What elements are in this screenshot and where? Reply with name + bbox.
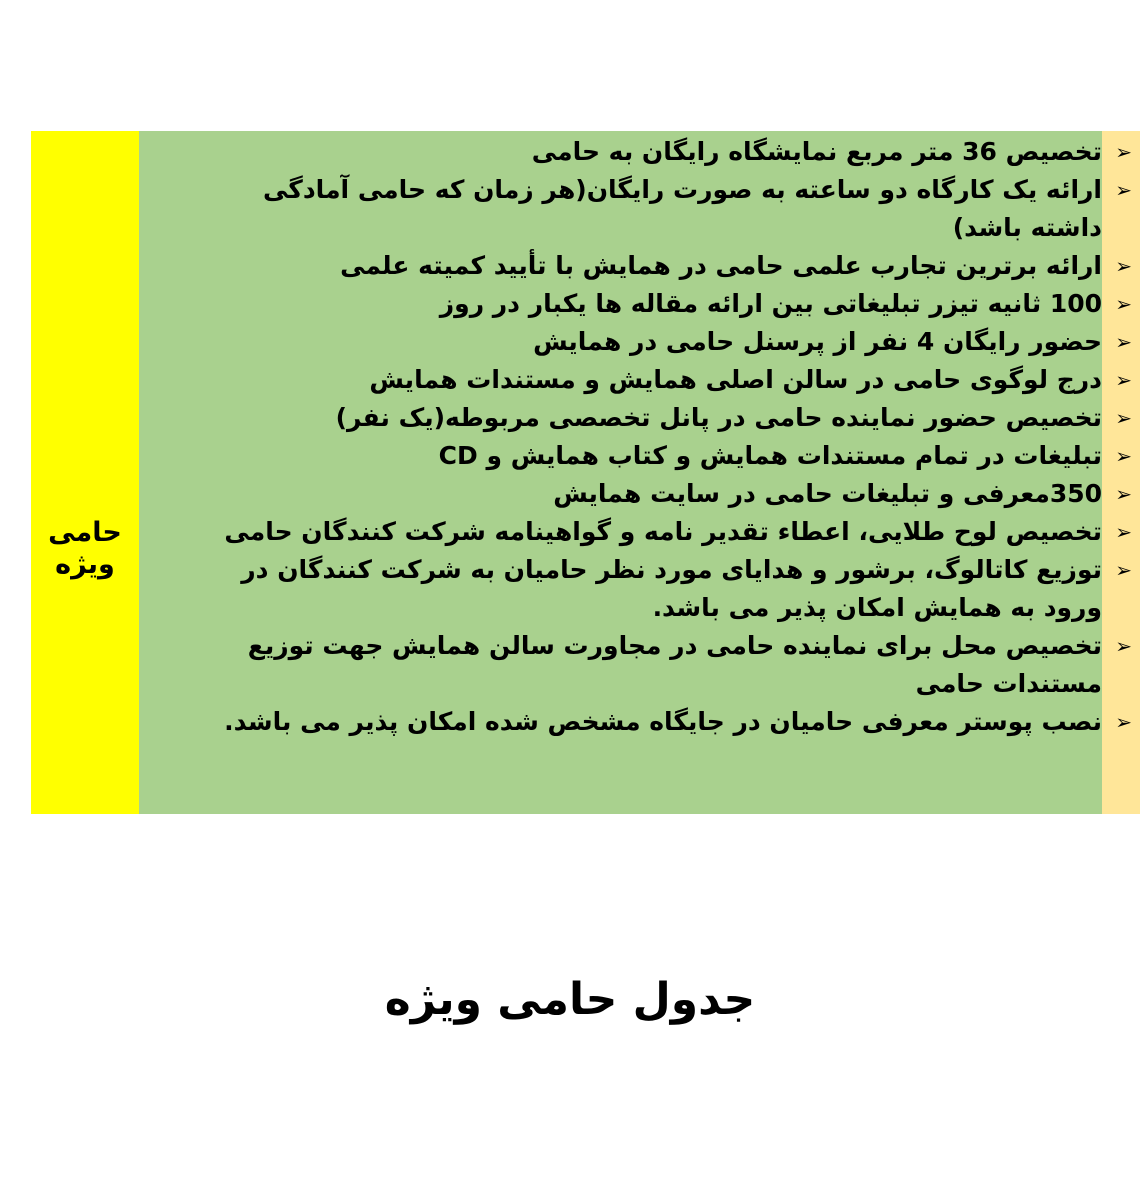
benefit-text: توزیع کاتالوگ، برشور و هدایای مورد نظر حامیان به شرکت کنندگان در ورود به همایش امکان پذیر می باشد. — [241, 555, 1102, 622]
arrow-bullet-icon: ➢ — [1115, 558, 1132, 582]
benefit-text: حضور رایگان 4 نفر از پرسنل حامی در همایش — [533, 327, 1102, 356]
benefit-text: تخصیص حضور نماینده حامی در پانل تخصصی مربوطه(یک نفر) — [335, 403, 1102, 432]
sponsor-table — [31, 131, 1140, 814]
benefit-item — [208, 361, 1138, 399]
arrow-bullet-icon: ➢ — [1115, 368, 1132, 392]
benefit-item — [208, 171, 1138, 247]
benefit-item — [208, 551, 1138, 627]
benefit-text: 100 ثانیه تیزر تبلیغاتی بین ارائه مقاله ها یکبار در روز — [439, 289, 1102, 318]
sponsor-label-line-1: حامی — [48, 517, 122, 548]
benefit-item — [208, 133, 1138, 171]
arrow-bullet-icon: ➢ — [1115, 444, 1132, 468]
benefit-item — [208, 285, 1138, 323]
benefit-item — [208, 399, 1138, 437]
benefit-item — [208, 513, 1138, 551]
benefit-text: تخصیص محل برای نماینده حامی در مجاورت سالن همایش جهت توزیع مستندات حامی — [247, 631, 1102, 698]
benefit-item — [208, 475, 1138, 513]
benefit-text: نصب پوستر معرفی حامیان در جایگاه مشخص شده امکان پذیر می باشد. — [224, 707, 1102, 736]
benefit-item — [208, 247, 1138, 285]
benefit-text: تخصیص 36 متر مربع نمایشگاه رایگان به حامی — [531, 137, 1102, 166]
benefit-text: تبلیغات در تمام مستندات همایش و کتاب همایش و CD — [438, 441, 1102, 470]
benefit-text: 350معرفی و تبلیغات حامی در سایت همایش — [553, 479, 1102, 508]
arrow-bullet-icon: ➢ — [1115, 140, 1132, 164]
arrow-bullet-icon: ➢ — [1115, 520, 1132, 544]
sponsor-label — [31, 517, 139, 581]
benefit-text: درج لوگوی حامی در سالن اصلی همایش و مستندات همایش — [369, 365, 1102, 394]
benefit-item — [208, 703, 1138, 741]
sponsor-label-line-2: ویژه — [55, 549, 115, 580]
benefit-text: ارائه یک کارگاه دو ساعته به صورت رایگان(هر زمان که حامی آمادگی داشته باشد) — [263, 175, 1102, 242]
arrow-bullet-icon: ➢ — [1115, 406, 1132, 430]
arrow-bullet-icon: ➢ — [1115, 178, 1132, 202]
sponsor-label-cell — [31, 131, 139, 814]
arrow-bullet-icon: ➢ — [1115, 330, 1132, 354]
benefit-item — [208, 627, 1138, 703]
benefits-list — [208, 133, 1138, 741]
arrow-bullet-icon: ➢ — [1115, 634, 1132, 658]
arrow-bullet-icon: ➢ — [1115, 710, 1132, 734]
benefit-text: ارائه برترین تجارب علمی حامی در همایش با تأیید کمیته علمی — [340, 251, 1102, 280]
page-title: جدول حامی ویژه — [384, 974, 756, 1025]
benefit-item — [208, 323, 1138, 361]
arrow-bullet-icon: ➢ — [1115, 482, 1132, 506]
arrow-bullet-icon: ➢ — [1115, 292, 1132, 316]
benefits-cell — [139, 131, 1132, 814]
arrow-bullet-icon: ➢ — [1115, 254, 1132, 278]
benefit-text: تخصیص لوح طلایی، اعطاء تقدیر نامه و گواهینامه شرکت کنندگان حامی — [224, 517, 1102, 546]
benefit-item — [208, 437, 1138, 475]
